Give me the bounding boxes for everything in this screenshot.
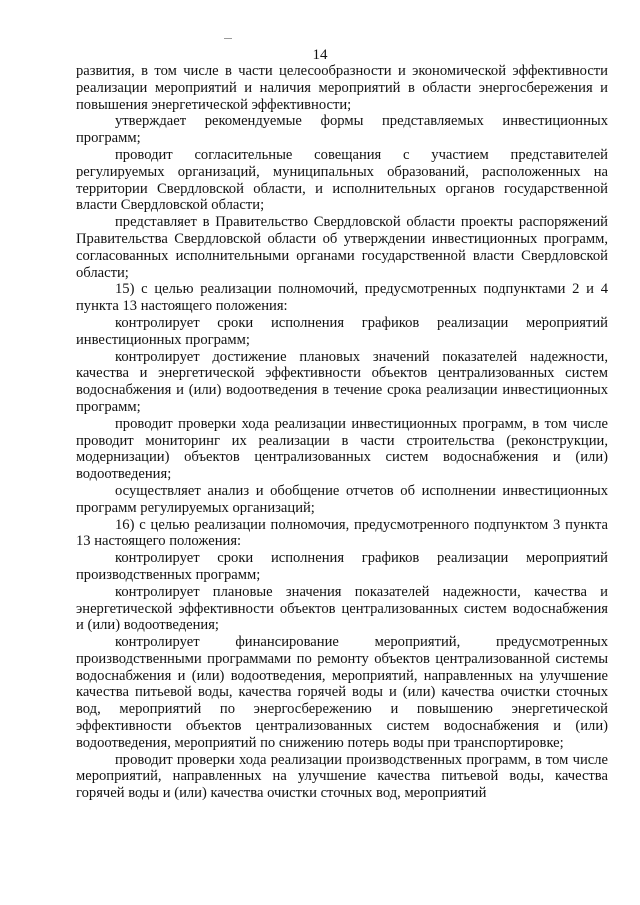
paragraph: проводит проверки хода реализации инвестиционных программ, в том числе проводит мониторинг их реализации в части строительства (реконструкции, модернизации) объектов централизованных систем водоснабжения и (или) водоотведения; <box>76 415 608 483</box>
paragraph: проводит проверки хода реализации производственных программ, в том числе мероприятий, направленных на улучшение качества питьевой воды, качества горячей воды и (или) качества очистки сточных вод, мероприятий <box>76 751 608 802</box>
paragraph: развития, в том числе в части целесообразности и экономической эффективности реализации мероприятий и наличия мероприятий в области энергосбережения и повышения энергетической эффективности; <box>76 63 608 113</box>
paragraph: осуществляет анализ и обобщение отчетов об исполнении инвестиционных программ регулируемых организаций; <box>76 482 608 516</box>
paragraph: проводит согласительные совещания с участием представителей регулируемых организаций, муниципальных образований, расположенных на территории Свердловской области, и исполнительных органов государственной власти Свердловской области; <box>76 146 608 214</box>
paragraph: контролирует финансирование мероприятий, предусмотренных производственными программами по ремонту объектов централизованной системы водоснабжения и (или) водоотведения, мероприятий, направленных на улучшение качества питьевой воды, качества горячей воды и (или) качества очистки сточных вод, мероприятий по энергосбережению и повышению энергетической эффективности объектов централизованных систем водоснабжения и (или) водоотведения, мероприятий по снижению потерь воды при транспортировке; <box>76 634 608 751</box>
page-number: 14 <box>312 47 328 63</box>
paragraph: утверждает рекомендуемые формы представляемых инвестиционных программ; <box>76 113 608 147</box>
paragraph: 15) с целью реализации полномочий, предусмотренных подпунктами 2 и 4 пункта 13 настоящего положения: <box>76 281 608 315</box>
paragraph: контролирует плановые значения показателей надежности, качества и энергетической эффективности объектов централизованных систем водоснабжения и (или) водоотведения; <box>76 583 608 634</box>
paragraph: 16) с целью реализации полномочия, предусмотренного подпунктом 3 пункта 13 настоящего положения: <box>76 516 608 550</box>
paragraph: представляет в Правительство Свердловской области проекты распоряжений Правительства Свердловской области об утверждении инвестиционных программ, согласованных исполнительными органами государственной власти Свердловской области; <box>76 214 608 281</box>
paragraph: контролирует сроки исполнения графиков реализации мероприятий инвестиционных программ; <box>76 314 608 348</box>
paragraph: контролирует достижение плановых значений показателей надежности, качества и энергетической эффективности объектов централизованных систем водоснабжения и (или) водоотведения в течение срока реализации инвестиционных программ; <box>76 348 608 415</box>
document-body <box>76 63 608 802</box>
paragraph: контролирует сроки исполнения графиков реализации мероприятий производственных программ; <box>76 550 608 583</box>
scan-mark <box>224 38 232 39</box>
